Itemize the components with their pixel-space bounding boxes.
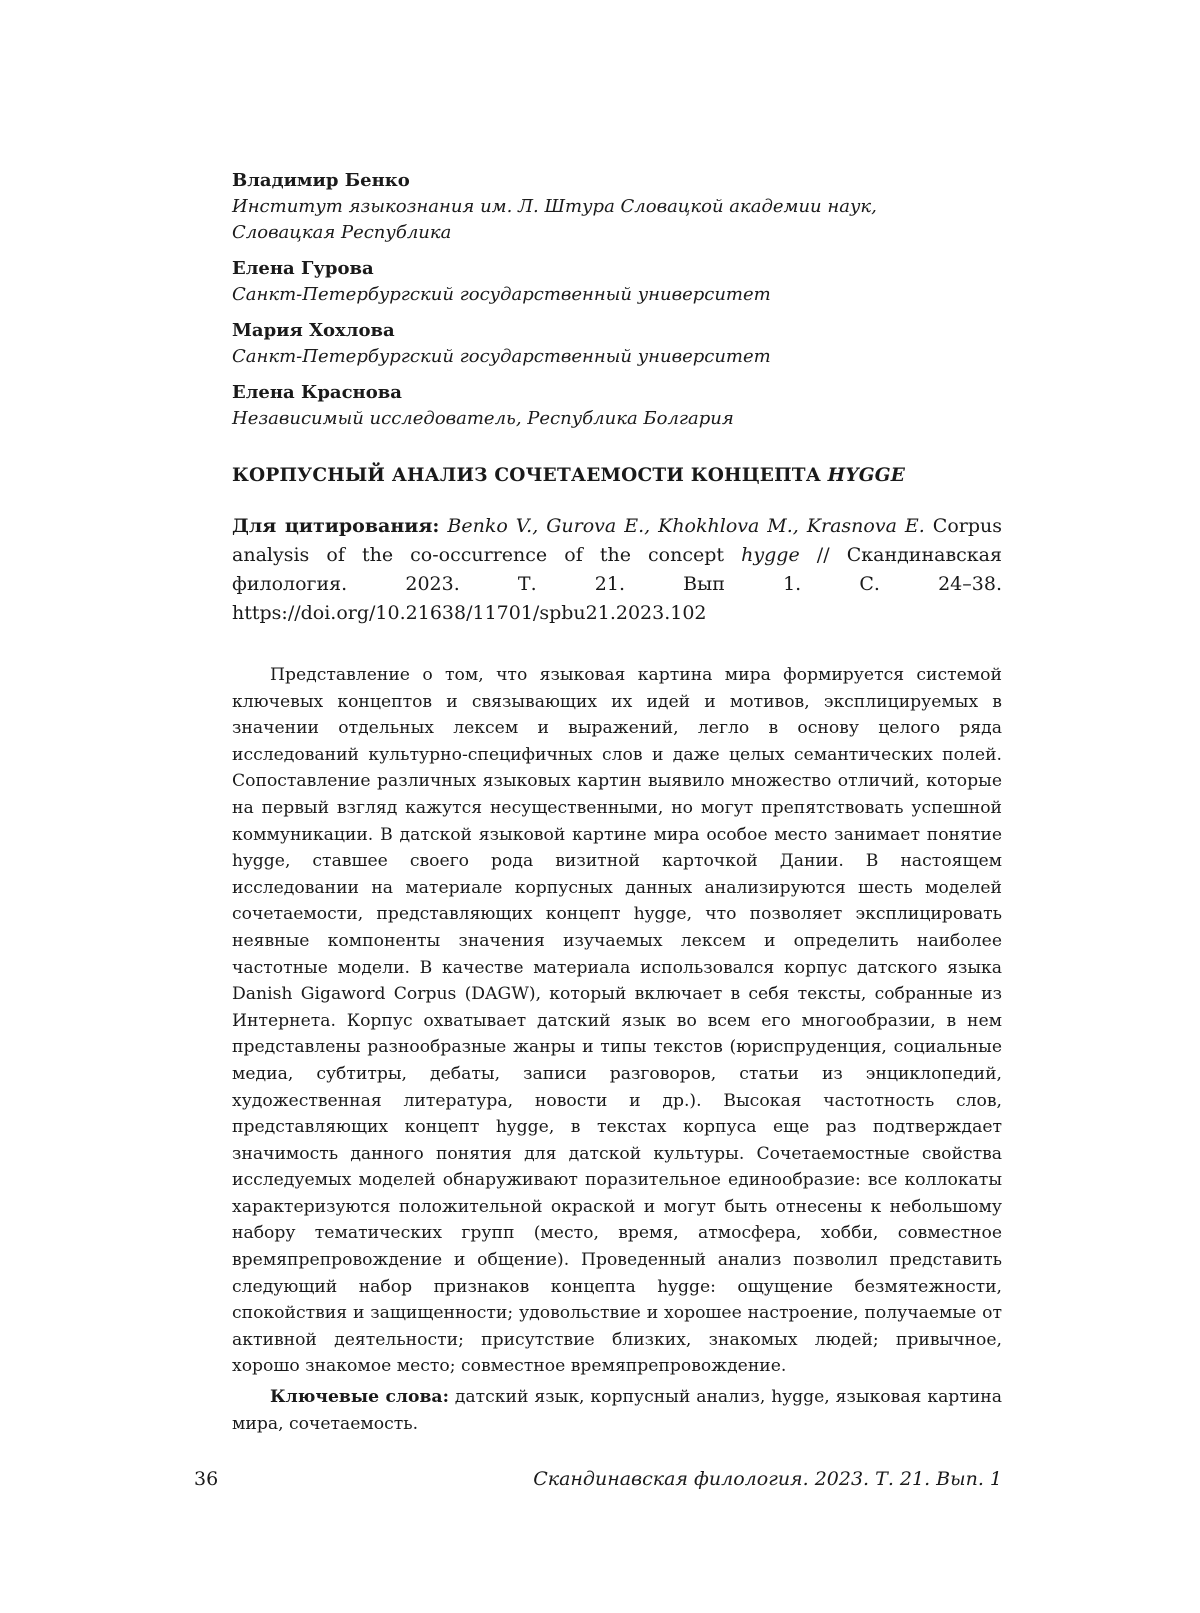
author-block	[232, 256, 1002, 308]
author-affiliation: Независимый исследователь, Республика Болгария	[232, 408, 734, 429]
author-affiliation: Санкт-Петербургский государственный университет	[232, 346, 771, 367]
author-name: Елена Гурова	[232, 258, 374, 279]
keywords-text: датский язык, корпусный анализ, hygge, языковая картина мира, сочетаемость.	[232, 1387, 1002, 1434]
citation-label: Для цитирования:	[232, 515, 440, 537]
abstract: Представление о том, что языковая картина мира формируется системой ключевых концептов и связывающих их идей и мотивов, эксплицируемых в значении отдельных лексем и выражений, легло в основу целого ряда исследований культурно-специфичных слов и даже целых семантических полей. Сопоставление различных языковых картин выявило множество отличий, которые на первый взгляд кажутся несущественными, но могут препятствовать успешной коммуникации. В датской языковой картине мира особое место занимает понятие hygge, ставшее своего рода визитной карточкой Дании. В настоящем исследовании на материале корпусных данных анализируются шесть моделей сочетаемости, представляющих концепт hygge, что позволяет эксплицировать неявные компоненты значения изучаемых лексем и определить наиболее частотные модели. В качестве материала использовался корпус датского языка Danish Gigaword Corpus (DAGW), который включает в себя тексты, собранные из Интернета. Корпус охватывает датский язык во всем его многообразии, в нем представлены разнообразные жанры и типы текстов (юриспруденция, социальные медиа, субтитры, дебаты, записи разговоров, статьи из энциклопедий, художественная литература, новости и др.). Высокая частотность слов, представляющих концепт hygge, в текстах корпуса еще раз подтверждает значимость данного понятия для датской культуры. Сочетаемостные свойства исследуемых моделей обнаруживают поразительное единообразие: все коллокаты характеризуются положительной окраской и могут быть отнесены к небольшому набору тематических групп (место, время, атмосфера, хобби, совместное времяпрепровождение и общение). Проведенный анализ позволил представить следующий набор признаков концепта hygge: ощущение безмятежности, спокойствия и защищенности; удовольствие и хорошее настроение, получаемые от активной деятельности; присутствие близких, знакомых людей; привычное, хорошо знакомое место; совместное времяпрепровождение.	[232, 665, 1002, 1377]
author-block	[232, 380, 1002, 432]
author-affiliation: Санкт-Петербургский государственный университет	[232, 284, 771, 305]
author-block	[232, 168, 1002, 246]
author-name: Владимир Бенко	[232, 170, 410, 191]
keywords	[232, 1384, 1002, 1437]
citation-authors: Benko V., Gurova E., Khokhlova M., Krasnova E.	[447, 515, 925, 537]
article-page	[232, 168, 1002, 1437]
article-title-emph: HYGGE	[827, 465, 906, 486]
citation-text-rest: // Скандинавская филология. 2023. Т. 21. Вып 1. С. 24–38. https://doi.org/10.21638/11701/spbu21.2023.102	[232, 544, 1002, 624]
author-affiliation: Институт языкознания им. Л. Штура Словацкой академии наук,	[232, 196, 877, 217]
author-affiliation: Словацкая Республика	[232, 222, 452, 243]
article-title-main: КОРПУСНЫЙ АНАЛИЗ СОЧЕТАЕМОСТИ КОНЦЕПТА	[232, 465, 828, 486]
page-number: 36	[194, 1468, 219, 1490]
article-title	[232, 462, 1002, 490]
author-name: Елена Краснова	[232, 382, 402, 403]
journal-reference: Скандинавская филология. 2023. Т. 21. Вып. 1	[533, 1468, 1002, 1490]
citation	[232, 512, 1002, 628]
citation-emph: hygge	[741, 544, 800, 566]
author-block	[232, 318, 1002, 370]
keywords-label: Ключевые слова:	[270, 1387, 449, 1408]
author-name: Мария Хохлова	[232, 320, 395, 341]
citation-text: Corpus analysis of the co-occurrence of the concept	[232, 515, 1002, 566]
